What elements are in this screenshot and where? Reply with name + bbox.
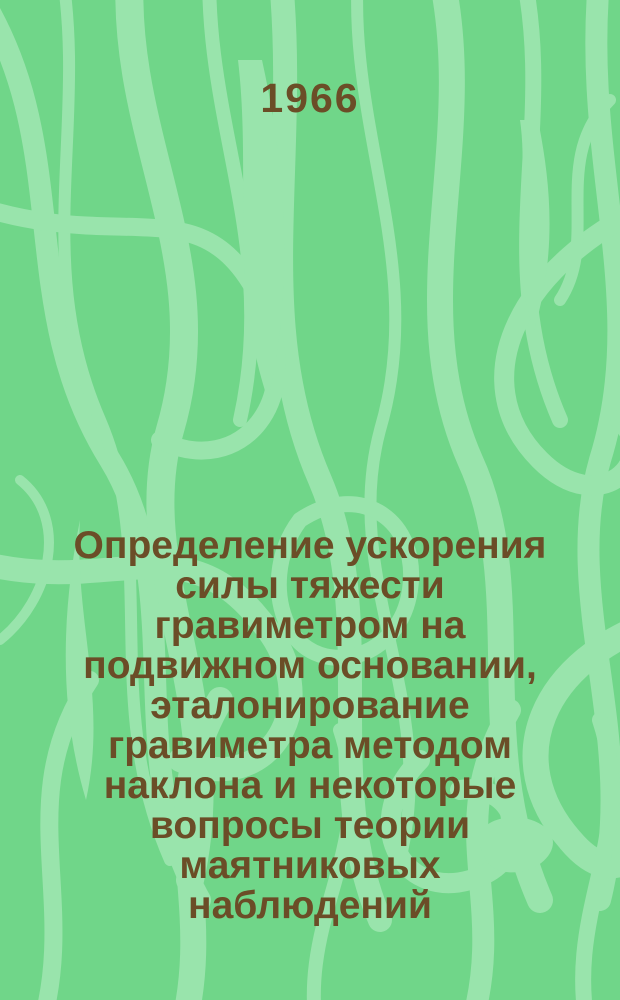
title-line: гравиметра методом xyxy=(107,724,512,767)
title-line: Определение ускорения xyxy=(73,524,547,567)
title-line: наклона и некоторые xyxy=(103,764,517,807)
title-line: наблюдений xyxy=(188,884,432,927)
book-title xyxy=(0,526,620,926)
title-line: гравиметром на xyxy=(154,604,466,647)
publication-year: 1966 xyxy=(260,75,360,121)
title-line: вопросы теории xyxy=(149,804,471,847)
title-line: силы тяжести xyxy=(175,564,445,607)
title-line: эталонирование xyxy=(150,684,470,727)
title-line: подвижном основании, xyxy=(83,644,537,687)
title-line: маятниковых xyxy=(179,844,441,887)
